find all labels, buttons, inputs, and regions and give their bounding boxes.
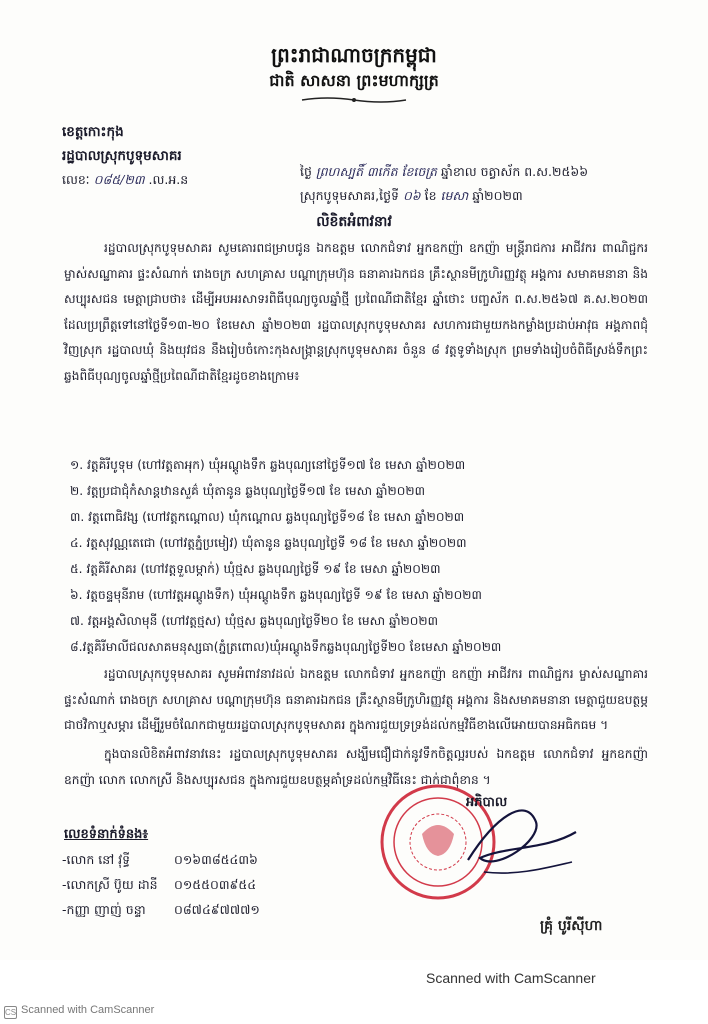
signatory-title: អភិបាល [466,795,508,810]
body-paragraph-1 [64,236,648,390]
lunar-date [300,164,588,180]
paragraph-3-text: ក្នុងបានលិខិតអំពាវនាវនេះ រដ្ឋបាលស្រុកបូទុមសាគរ សង្ឃឹមជឿជាក់នូវទឹកចិត្តល្អរបស់ ឯកឧត្តម លោកជំទាវ អ្នកឧកញ៉ា ឧកញ៉ា លោក លោកស្រី និងសប្បុរសជន ក្នុងការជួយឧបត្ថម្ភគាំទ្រដល់កម្មវិធីនេះ ជាក់ជាពុំខាន ។ [64,747,648,787]
solar-date-year: ឆ្នាំ២០២៣ [472,188,523,203]
camscanner-footer-text: Scanned with CamScanner [21,1004,155,1016]
contact-row [62,877,256,896]
camscanner-footer [4,1004,154,1019]
paragraph-1-text: រដ្ឋបាលស្រុកបូទុមសាគរ សូមគោរពជម្រាបជូន ឯកឧត្តម លោកជំទាវ អ្នកឧកញ៉ា ឧកញ៉ា មន្រ្តីរាជការ អាជីវករ ពាណិជ្ជករ ម្ចាស់សណ្ឋាគារ ផ្ទះសំណាក់ រោងចក្រ សហគ្រាស បណ្តាក្រុមហ៊ុន ធនាគារឯកជន គ្រឹះស្ថានមីក្រូហិរញ្ញវត្ថុ អង្គការ សមាគមនានា និងសប្បុរសជន មេត្តាជ្រាបថា៖ ដើម្បីអបអរសាទរពិធីបុណ្យចូលឆ្នាំថ្មី ប្រពៃណីជាតិខ្មែរ ឆ្នាំថោះ បញ្ចស័ក ព.ស.២៥៦៧ គ.ស.២០២៣ ដែលប្រព្រឹត្តទៅនៅថ្ងៃទី១៣-២០ ខែមេសា ឆ្នាំ២០២៣ រដ្ឋបាលស្រុកបូទុមសាគរ សហការជាមួយកងកម្លាំងប្រដាប់អាវុធ អង្គភាពជុំវិញស្រុក រដ្ឋបាលឃុំ និងយុវជន នឹងរៀបចំកោះកុងសង្រ្កាន្តស្រុកបូទុមសាគរ ចំនួន ៨ វត្តទូទាំងស្រុក ព្រមទាំងរៀបចំពិធីស្រង់ទឹកព្រះឆ្លងពិធីបុណ្យចូលឆ្នាំថ្មីប្រពៃណីជាតិខ្មែរដូចខាងក្រោម៖ [64,241,648,383]
document-title: លិខិតអំពាវនាវ [316,214,392,230]
solar-date-month: មេសា [440,188,469,203]
contact-row [62,852,258,871]
contact-phone: ០៨៧៤៩៧៧៧១ [173,902,260,917]
reference-number [62,172,188,188]
contact-name: -លោក នៅ វុទ្ធី [62,852,130,867]
lunar-date-prefix: ថ្ងៃ [300,164,312,179]
contacts-title: លេខទំនាក់ទំនង៖ [64,827,149,842]
list-item: ១. វត្តគិរីបូទុម (ហៅវត្តតាអុក) ឃុំអណ្តូងទឹក ឆ្លងបុណ្យនៅថ្ងៃទី១៧ ខែ មេសា ឆ្នាំ២០២៣ [70,458,466,472]
camscanner-icon: CS [5,1008,17,1017]
administration-name: រដ្ឋបាលស្រុកបូទុមសាគរ [62,148,182,164]
lunar-date-handwritten: ព្រហស្បតិ៍ ៣កើត ខែចេត្រ [315,164,437,179]
reference-suffix: .ល.អ.ន [148,172,189,187]
reference-label: លេខៈ [62,172,90,187]
list-item: ៣. វត្តពោធិវង្ស (ហៅវត្តកណ្តោល) ឃុំកណ្តោល ឆ្លងបុណ្យថ្ងៃទី១៨ ខែ មេសា ឆ្នាំ២០២៣ [70,510,465,524]
list-item: ៥. វត្តគិរីសាគរ (ហៅវត្តទួលម្កាក់) ឃុំថ្មស ឆ្លងបុណ្យថ្ងៃទី ១៩ ខែ មេសា ឆ្នាំ២០២៣ [70,562,441,576]
contact-name: -លោកស្រី ប៊ូយ ដានី [62,877,158,892]
list-item: ៧. វត្តអង្គសិលាមុនី (ហៅវត្តថ្មស) ឃុំថ្មស ឆ្លងបុណ្យថ្ងៃទី២០ ខែ មេសា ឆ្នាំ២០២៣ [70,614,439,628]
heading-ornament [300,96,408,104]
solar-date-prefix: ស្រុកបូទុមសាគរ,ថ្ងៃទី [300,188,399,203]
contact-row [62,902,260,921]
signatory-name: គ្រុំ បូរីស៊ីហា [540,918,603,934]
national-motto: ជាតិ សាសនា ព្រះមហាក្សត្រ [269,71,439,90]
kingdom-heading: ព្រះរាជាណាចក្រកម្ពុជា [271,43,437,67]
list-item: ៨.វត្តគិរីមាលីជលសាគមនុស្សធា(ភ្នំត្រពោល)ឃុំអណ្តូងទឹកឆ្លងបុណ្យថ្ងៃទី២០ ខែមេសា ឆ្នាំ២០២៣ [70,640,502,654]
solar-date-day: ០៦ [402,188,421,203]
contact-phone: ០១៥៥០៣៩៥៤ [173,877,257,892]
province-name: ខេត្តកោះកុង [62,124,124,140]
lunar-date-rest: ឆ្នាំខាល ចត្វាស័ក ព.ស.២៥៦៦ [440,164,589,179]
solar-date [300,188,523,204]
camscanner-watermark: Scanned with CamScanner [426,970,596,986]
paragraph-2-text: រដ្ឋបាលស្រុកបូទុមសាគរ សូមអំពាវនាវដល់ ឯកឧត្តម លោកជំទាវ អ្នកឧកញ៉ា ឧកញ៉ា អាជីវករ ពាណិជ្ជករ ម្ចាស់សណ្ឋាគារ ផ្ទះសំណាក់ រោងចក្រ សហគ្រាស បណ្តាក្រុមហ៊ុន ធនាគារឯកជន គ្រឹះស្ថានមីក្រូហិរញ្ញវត្ថុ អង្គការ និងសមាគមនានា មេត្តាជួយឧបត្ថម្ភ ជាថវិកាឬសម្ភារ ដើម្បីរួមចំណែកជាមួយរដ្ឋបាលស្រុកបូទុមសាគរ ក្នុងការជួយទ្រទ្រង់ដល់កម្មវិធីខាងលើអោយបានអធិកធម ។ [64,667,648,733]
contact-name: -កញ្ញា ញាញ់ ចន្ទា [62,902,146,917]
pagoda-list [70,452,650,660]
list-item: ៦. វត្តចន្ទមុនីរាម (ហៅវត្តអណ្តូងទឹក) ឃុំអណ្តូងទឹក ឆ្លងបុណ្យថ្ងៃទី ១៩ ខែ មេសា ឆ្នាំ២០២៣ [70,588,482,602]
solar-date-month-label: ខែ [424,188,437,203]
contact-phone: ០១៦៣៨៥៤៣៦ [173,852,258,867]
body-paragraph-2 [64,662,648,739]
reference-handwritten: ០៨៥/២៣ [93,172,145,187]
list-item: ៤. វត្តសុវណ្ណតេជោ (ហៅវត្តភ្នំប្រមៀវ) ឃុំតានូន ឆ្លងបុណ្យថ្ងៃទី ១៨ ខែ មេសា ឆ្នាំ២០២៣ [70,536,467,550]
list-item: ២. វត្តប្រជាជុំកំសាន្តឋានសួគ៌ ឃុំតានូន ឆ្លងបុណ្យថ្ងៃទី១៧ ខែ មេសា ឆ្នាំ២០២៣ [70,484,426,498]
